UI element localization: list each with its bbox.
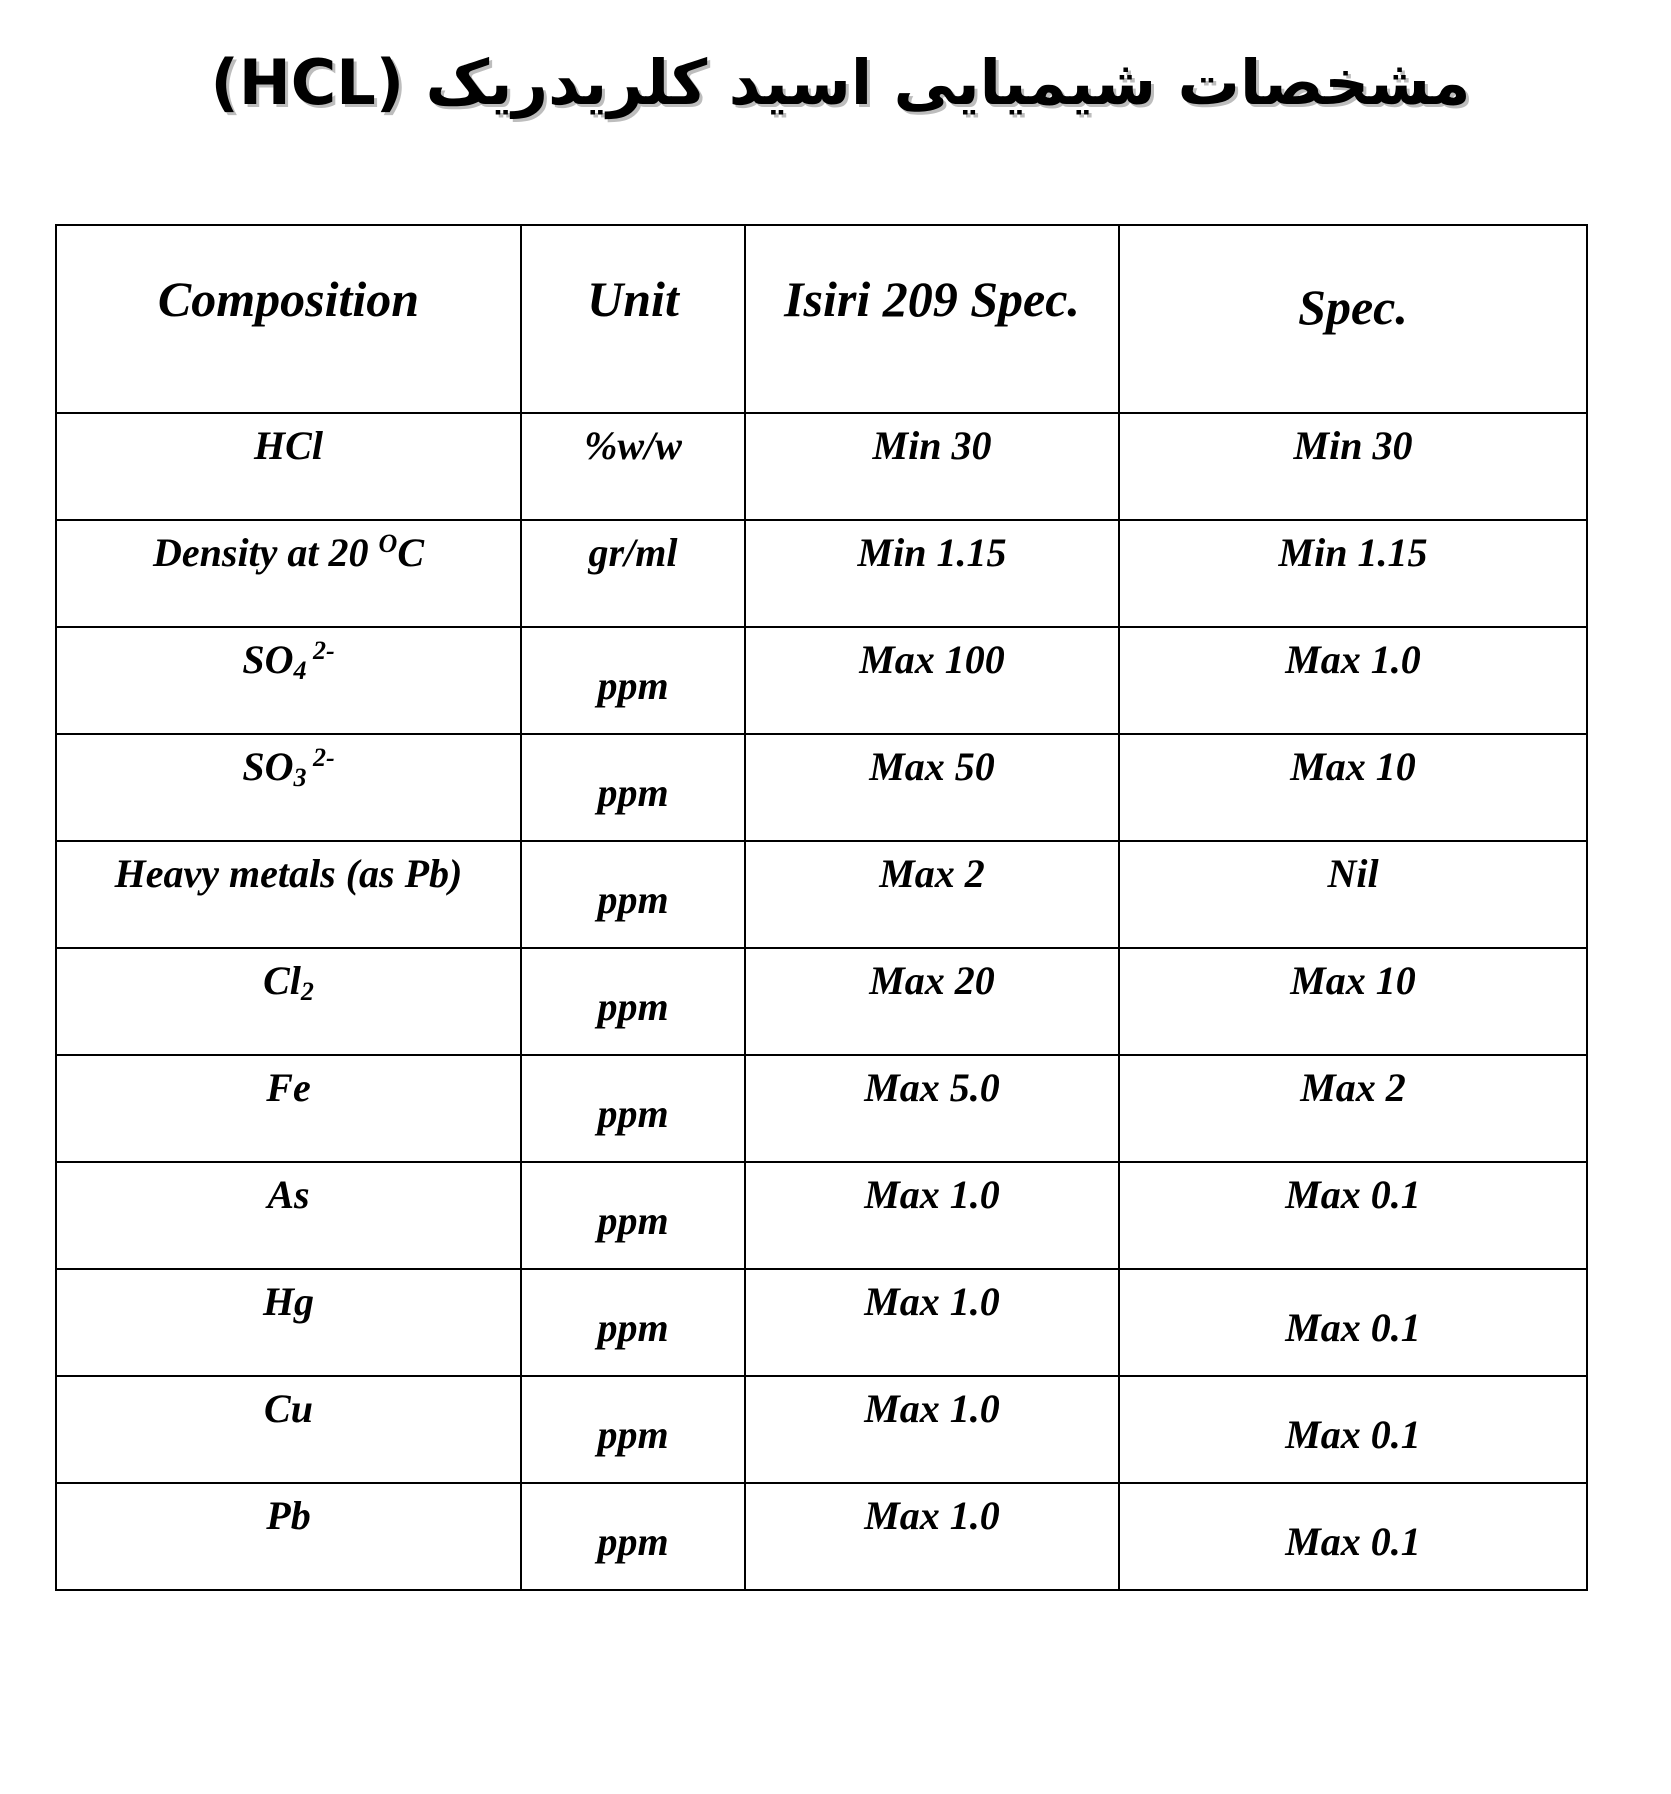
isiri-spec-cell [745,627,1119,734]
spec-cell [1119,1269,1587,1376]
composition-subscript: 4 [293,656,307,685]
table-row [56,627,1587,734]
unit-value: gr/ml [588,530,678,575]
spec-cell [1119,1483,1587,1590]
composition-unit-suffix: C [397,530,424,575]
composition-name: Hg [262,1279,315,1324]
spec-cell [1119,520,1587,627]
unit-cell [521,841,745,948]
isiri-spec-value: Max 1.0 [864,1279,1000,1324]
composition-cell [56,734,521,841]
isiri-spec-value: Max 100 [859,637,1005,682]
isiri-spec-value: Max 50 [869,744,995,789]
spec-value: Max 1.0 [1285,637,1421,682]
composition-name: HCl [254,423,323,468]
unit-value: ppm [597,1305,669,1350]
spec-cell [1119,734,1587,841]
table-row [56,841,1587,948]
unit-cell [521,1269,745,1376]
unit-value: ppm [597,1091,669,1136]
table-row [56,1376,1587,1483]
table-row [56,413,1587,520]
composition-cell [56,1269,521,1376]
unit-cell [521,1162,745,1269]
spec-cell [1119,948,1587,1055]
unit-cell [521,948,745,1055]
unit-cell [521,1376,745,1483]
isiri-spec-cell [745,948,1119,1055]
isiri-spec-value: Max 1.0 [864,1172,1000,1217]
isiri-spec-cell [745,841,1119,948]
isiri-spec-cell [745,1162,1119,1269]
unit-cell [521,1483,745,1590]
isiri-spec-cell [745,734,1119,841]
spec-cell [1119,627,1587,734]
spec-table [55,224,1588,1591]
composition-cell [56,1483,521,1590]
unit-value: ppm [597,1412,669,1457]
unit-value: ppm [597,877,669,922]
composition-cell [56,948,521,1055]
composition-name: Cl [263,958,301,1003]
composition-cell [56,413,521,520]
composition-cell [56,627,521,734]
spec-value: Max 0.1 [1285,1172,1421,1217]
unit-cell [521,627,745,734]
composition-subscript: 3 [293,763,307,792]
composition-cell [56,1162,521,1269]
isiri-spec-value: Max 5.0 [864,1065,1000,1110]
spec-value: Min 1.15 [1278,530,1428,575]
isiri-spec-cell [745,413,1119,520]
unit-cell [521,520,745,627]
table-row [56,1483,1587,1590]
table-body [56,413,1587,1590]
header-isiri-spec: Isiri 209 Spec. [745,225,1119,413]
unit-value: ppm [597,984,669,1029]
unit-value: %w/w [584,423,682,468]
isiri-spec-value: Max 20 [869,958,995,1003]
table-row [56,1162,1587,1269]
spec-value: Nil [1327,851,1379,896]
header-unit: Unit [521,225,745,413]
composition-name: Fe [266,1065,311,1110]
table-row [56,1269,1587,1376]
header-composition: Composition [56,225,521,413]
unit-cell [521,1055,745,1162]
unit-cell [521,413,745,520]
spec-cell [1119,1055,1587,1162]
page-title: مشخصات شیمیایی اسید کلریدریک (HCL) [210,46,1471,119]
unit-value: ppm [597,770,669,815]
spec-value: Max 0.1 [1285,1305,1421,1350]
table-row [56,734,1587,841]
spec-cell [1119,413,1587,520]
isiri-spec-value: Max 1.0 [864,1493,1000,1538]
isiri-spec-value: Min 1.15 [857,530,1007,575]
table-row [56,948,1587,1055]
composition-name: SO [242,637,294,682]
spec-value: Max 0.1 [1285,1519,1421,1564]
isiri-spec-cell [745,1055,1119,1162]
spec-value: Min 30 [1293,423,1413,468]
composition-cell [56,841,521,948]
unit-value: ppm [597,1519,669,1564]
composition-superscript: O [378,529,398,558]
isiri-spec-cell [745,1376,1119,1483]
composition-name: Heavy metals (as Pb) [114,851,463,896]
table-row [56,520,1587,627]
composition-cell [56,1376,521,1483]
composition-name: As [267,1172,310,1217]
header-row [56,225,1587,413]
spec-value: Max 10 [1290,958,1416,1003]
composition-superscript: 2- [306,636,335,665]
unit-value: ppm [597,663,669,708]
composition-superscript: 2- [306,743,335,772]
isiri-spec-value: Min 30 [872,423,992,468]
spec-cell [1119,841,1587,948]
composition-name: Cu [264,1386,313,1431]
unit-cell [521,734,745,841]
spec-value: Max 2 [1300,1065,1406,1110]
isiri-spec-cell [745,520,1119,627]
composition-cell [56,1055,521,1162]
composition-name: Density at 20 [152,530,379,575]
composition-subscript: 2 [300,977,314,1006]
isiri-spec-value: Max 2 [879,851,985,896]
unit-value: ppm [597,1198,669,1243]
spec-value: Max 10 [1290,744,1416,789]
header-spec: Spec. [1119,225,1587,413]
spec-cell [1119,1376,1587,1483]
isiri-spec-value: Max 1.0 [864,1386,1000,1431]
composition-cell [56,520,521,627]
spec-cell [1119,1162,1587,1269]
table-row [56,1055,1587,1162]
composition-name: Pb [266,1493,311,1538]
composition-name: SO [242,744,294,789]
isiri-spec-cell [745,1269,1119,1376]
spec-value: Max 0.1 [1285,1412,1421,1457]
isiri-spec-cell [745,1483,1119,1590]
